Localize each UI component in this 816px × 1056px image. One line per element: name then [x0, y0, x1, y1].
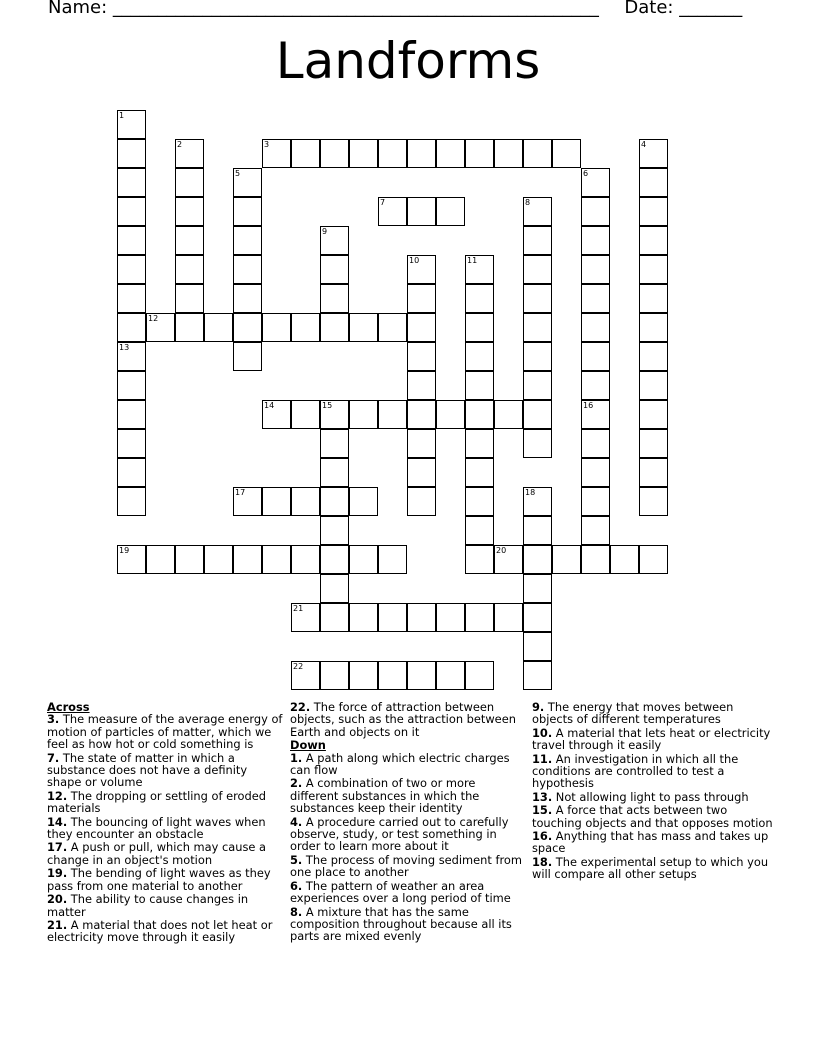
- clue-item: [290, 880, 526, 905]
- crossword-cell[interactable]: [320, 516, 349, 545]
- crossword-cell[interactable]: [581, 516, 610, 545]
- clue-item: [290, 777, 526, 814]
- clues-column-3: [532, 701, 777, 882]
- crossword-cell[interactable]: [117, 429, 146, 458]
- clue-item: [532, 830, 777, 855]
- crossword-cell[interactable]: [320, 313, 349, 342]
- crossword-cell[interactable]: [233, 226, 262, 255]
- crossword-cell[interactable]: [378, 603, 407, 632]
- clue-number: 6: [583, 169, 589, 178]
- clue-number: 2: [177, 140, 183, 149]
- clue-item-text: The state of matter in which a substance does not have a definity shape or volume: [47, 750, 248, 790]
- crossword-cell[interactable]: [581, 313, 610, 342]
- clue-item: [532, 727, 777, 752]
- clue-item-number: 3.: [47, 712, 60, 727]
- crossword-cell[interactable]: [639, 487, 668, 516]
- clue-item-text: A path along which electric charges can flow: [290, 750, 510, 778]
- across-heading: Across: [47, 700, 90, 714]
- clue-item-number: 15.: [532, 803, 553, 818]
- crossword-cell[interactable]: [117, 313, 146, 342]
- clue-item-number: 20.: [47, 892, 68, 907]
- crossword-cell[interactable]: [320, 255, 349, 284]
- crossword-cell[interactable]: [639, 197, 668, 226]
- clue-item-text: The bouncing of light waves when they encounter an obstacle: [47, 814, 266, 842]
- crossword-cell[interactable]: [523, 255, 552, 284]
- clue-item-text: A push or pull, which may cause a change in an object's motion: [47, 840, 266, 867]
- clue-item-number: 21.: [47, 917, 68, 932]
- crossword-cell[interactable]: [291, 313, 320, 342]
- clue-item: [47, 752, 285, 789]
- clue-item-number: 7.: [47, 750, 60, 765]
- clue-item-text: The process of moving sediment from one place to another: [290, 852, 522, 880]
- clue-item: [47, 893, 285, 918]
- crossword-cell[interactable]: [320, 284, 349, 313]
- crossword-cell[interactable]: [407, 139, 436, 168]
- crossword-cell[interactable]: [465, 284, 494, 313]
- clue-number: 3: [264, 140, 270, 149]
- date-line: _______: [679, 0, 743, 18]
- crossword-cell[interactable]: [117, 487, 146, 516]
- clue-item-number: 8.: [290, 904, 303, 919]
- clue-item: [47, 867, 285, 892]
- clue-item: [47, 841, 285, 866]
- clue-item: [532, 856, 777, 881]
- clue-item: [47, 816, 285, 841]
- crossword-cell[interactable]: [117, 284, 146, 313]
- crossword-cell[interactable]: [552, 139, 581, 168]
- crossword-cell[interactable]: [465, 139, 494, 168]
- crossword-cell[interactable]: [581, 226, 610, 255]
- crossword-cell[interactable]: [639, 284, 668, 313]
- crossword-cell[interactable]: [349, 661, 378, 690]
- date-label: Date:: [624, 0, 674, 18]
- clue-number: 19: [119, 546, 130, 555]
- clues-column-2: [290, 701, 526, 944]
- crossword-cell[interactable]: [436, 661, 465, 690]
- crossword-cell[interactable]: [639, 371, 668, 400]
- crossword-cell[interactable]: [233, 284, 262, 313]
- crossword-cell[interactable]: [349, 313, 378, 342]
- crossword-cell[interactable]: [610, 545, 639, 574]
- crossword-cell[interactable]: [639, 168, 668, 197]
- clue-item-number: 18.: [532, 854, 553, 869]
- name-line: ______________________________________________________: [112, 0, 599, 18]
- clue-number: 1: [119, 111, 125, 120]
- crossword-cell[interactable]: [639, 458, 668, 487]
- crossword-cell[interactable]: [523, 313, 552, 342]
- crossword-cell[interactable]: [262, 487, 291, 516]
- crossword-cell[interactable]: [146, 545, 175, 574]
- clue-item-number: 11.: [532, 751, 553, 766]
- crossword-cell[interactable]: [291, 545, 320, 574]
- crossword-cell[interactable]: [320, 603, 349, 632]
- clue-item: [532, 791, 777, 803]
- clue-number: 15: [322, 401, 333, 410]
- crossword-cell[interactable]: [523, 400, 552, 429]
- clue-number: 10: [409, 256, 420, 265]
- clue-item-text: The bending of light waves as they pass from one material to another: [47, 866, 271, 893]
- clue-number: 18: [525, 488, 536, 497]
- crossword-cell[interactable]: [320, 545, 349, 574]
- crossword-cell[interactable]: [349, 400, 378, 429]
- crossword-cell[interactable]: [262, 545, 291, 574]
- clue-item-number: 12.: [47, 788, 68, 803]
- clue-item: [532, 701, 777, 726]
- crossword-cell[interactable]: [175, 313, 204, 342]
- crossword-cell[interactable]: [523, 342, 552, 371]
- crossword-cell[interactable]: [407, 458, 436, 487]
- clue-item-text: A material that lets heat or electricity travel through it easily: [532, 725, 771, 753]
- crossword-cell[interactable]: [378, 400, 407, 429]
- clue-item-number: 9.: [532, 700, 545, 714]
- clue-item: [47, 713, 285, 750]
- crossword-cell[interactable]: [436, 400, 465, 429]
- crossword-cell[interactable]: [523, 516, 552, 545]
- crossword-cell[interactable]: [175, 255, 204, 284]
- crossword-cell[interactable]: [407, 603, 436, 632]
- crossword-cell[interactable]: [465, 400, 494, 429]
- crossword-cell[interactable]: [581, 342, 610, 371]
- crossword-cell[interactable]: [523, 545, 552, 574]
- crossword-cell[interactable]: [494, 603, 523, 632]
- crossword-cell[interactable]: [320, 458, 349, 487]
- crossword-cell[interactable]: [639, 429, 668, 458]
- crossword-cell[interactable]: [378, 313, 407, 342]
- clue-item-number: 1.: [290, 750, 303, 765]
- crossword-cell[interactable]: [523, 429, 552, 458]
- crossword-cell[interactable]: [639, 313, 668, 342]
- crossword-cell[interactable]: [581, 284, 610, 313]
- crossword-cell[interactable]: [233, 197, 262, 226]
- crossword-cell[interactable]: [552, 545, 581, 574]
- crossword-cell[interactable]: [175, 168, 204, 197]
- crossword-cell[interactable]: [465, 313, 494, 342]
- crossword-cell[interactable]: [581, 487, 610, 516]
- clue-item: [290, 816, 526, 853]
- crossword-cell[interactable]: [117, 197, 146, 226]
- clue-item-text: The ability to cause changes in matter: [47, 892, 249, 919]
- clue-number: 16: [583, 401, 594, 410]
- crossword-cell[interactable]: [523, 371, 552, 400]
- name-label: Name:: [48, 0, 108, 18]
- clue-item-number: 14.: [47, 814, 68, 829]
- crossword-cell[interactable]: [320, 574, 349, 603]
- crossword-cell[interactable]: [465, 487, 494, 516]
- crossword-cell[interactable]: [117, 371, 146, 400]
- crossword-cell[interactable]: [581, 429, 610, 458]
- crossword-cell[interactable]: [494, 400, 523, 429]
- crossword-cell[interactable]: [349, 545, 378, 574]
- crossword-cell[interactable]: [233, 545, 262, 574]
- crossword-cell[interactable]: [175, 197, 204, 226]
- crossword-cell[interactable]: [407, 284, 436, 313]
- clue-item-number: 10.: [532, 725, 553, 740]
- clue-item: [290, 701, 526, 738]
- clue-item: [532, 804, 777, 829]
- crossword-cell[interactable]: [465, 371, 494, 400]
- crossword-cell[interactable]: [117, 458, 146, 487]
- clue-item: [290, 906, 526, 943]
- clue-item: [290, 752, 526, 777]
- crossword-cell[interactable]: [117, 139, 146, 168]
- crossword-cell[interactable]: [407, 371, 436, 400]
- crossword-cell[interactable]: [233, 342, 262, 371]
- clue-item-number: 16.: [532, 829, 553, 844]
- clue-item-number: 13.: [532, 789, 553, 804]
- crossword-cell[interactable]: [291, 139, 320, 168]
- crossword-cell[interactable]: [407, 429, 436, 458]
- crossword-cell[interactable]: [320, 661, 349, 690]
- clue-item: [47, 790, 285, 815]
- crossword-cell[interactable]: [523, 226, 552, 255]
- crossword-cell[interactable]: [407, 342, 436, 371]
- crossword-cell[interactable]: [436, 197, 465, 226]
- clue-item: [290, 854, 526, 879]
- crossword-cell[interactable]: [407, 400, 436, 429]
- crossword-cell[interactable]: [581, 197, 610, 226]
- clue-number: 14: [264, 401, 275, 410]
- clue-item-number: 19.: [47, 866, 68, 881]
- clue-number: 8: [525, 198, 531, 207]
- crossword-cell[interactable]: [407, 313, 436, 342]
- crossword-cell[interactable]: [639, 400, 668, 429]
- crossword-cell[interactable]: [262, 313, 291, 342]
- crossword-cell[interactable]: [494, 139, 523, 168]
- clue-number: 4: [641, 140, 647, 149]
- crossword-cell[interactable]: [117, 226, 146, 255]
- crossword-cell[interactable]: [233, 255, 262, 284]
- crossword-cell[interactable]: [639, 545, 668, 574]
- crossword-cell[interactable]: [639, 226, 668, 255]
- clue-number: 22: [293, 662, 304, 671]
- crossword-cell[interactable]: [117, 400, 146, 429]
- crossword-cell[interactable]: [175, 226, 204, 255]
- crossword-cell[interactable]: [639, 342, 668, 371]
- clue-item-number: 22.: [290, 700, 311, 714]
- crossword-cell[interactable]: [465, 603, 494, 632]
- clue-item-text: Not allowing light to pass through: [552, 789, 749, 804]
- clue-item-text: An investigation in which all the conditions are controlled to test a hypothesis: [532, 751, 739, 791]
- crossword-cell[interactable]: [465, 516, 494, 545]
- crossword-cell[interactable]: [291, 487, 320, 516]
- clue-item-number: 4.: [290, 814, 303, 829]
- crossword-cell[interactable]: [465, 429, 494, 458]
- crossword-cell[interactable]: [523, 603, 552, 632]
- crossword-cell[interactable]: [523, 632, 552, 661]
- crossword-cell[interactable]: [175, 545, 204, 574]
- crossword-cell[interactable]: [465, 661, 494, 690]
- clue-item-text: The force of attraction between objects, such as the attraction between Earth and objects on it: [290, 700, 516, 739]
- crossword-cell[interactable]: [378, 139, 407, 168]
- crossword-cell[interactable]: [407, 197, 436, 226]
- clue-item-number: 6.: [290, 878, 303, 893]
- crossword-cell[interactable]: [320, 487, 349, 516]
- clue-item-text: A mixture that has the same composition throughout because all its parts are mixed evenly: [290, 904, 512, 944]
- crossword-cell[interactable]: [175, 284, 204, 313]
- crossword-cell[interactable]: [204, 313, 233, 342]
- crossword-cell[interactable]: [349, 139, 378, 168]
- crossword-cell[interactable]: [639, 255, 668, 284]
- clue-item-text: The pattern of weather an area experiences over a long period of time: [290, 878, 511, 906]
- crossword-cell[interactable]: [523, 574, 552, 603]
- clue-number: 13: [119, 343, 130, 352]
- crossword-cell[interactable]: [349, 603, 378, 632]
- clue-number: 11: [467, 256, 478, 265]
- clue-number: 17: [235, 488, 246, 497]
- crossword-cell[interactable]: [378, 545, 407, 574]
- crossword-cell[interactable]: [407, 487, 436, 516]
- crossword-cell[interactable]: [436, 139, 465, 168]
- clue-number: 7: [380, 198, 386, 207]
- crossword-cell[interactable]: [320, 139, 349, 168]
- page-title: Landforms: [275, 32, 541, 90]
- crossword-cell[interactable]: [581, 458, 610, 487]
- crossword-cell[interactable]: [523, 139, 552, 168]
- clue-item-text: Anything that has mass and takes up space: [532, 829, 769, 856]
- clue-item-text: A combination of two or more different substances in which the substances keep their identity: [290, 776, 480, 816]
- crossword-cell[interactable]: [465, 545, 494, 574]
- clue-item-number: 5.: [290, 852, 303, 867]
- crossword-cell[interactable]: [117, 168, 146, 197]
- crossword-cell[interactable]: [349, 487, 378, 516]
- clue-item-text: The dropping or settling of eroded materials: [47, 788, 266, 816]
- crossword-cell[interactable]: [465, 342, 494, 371]
- crossword-cell[interactable]: [204, 545, 233, 574]
- crossword-cell[interactable]: [407, 661, 436, 690]
- clue-number: 5: [235, 169, 241, 178]
- down-heading: Down: [290, 738, 326, 753]
- crossword-cell[interactable]: [291, 400, 320, 429]
- clue-number: 21: [293, 604, 304, 613]
- clue-number: 9: [322, 227, 328, 236]
- crossword-cell[interactable]: [581, 371, 610, 400]
- clue-number: 20: [496, 546, 507, 555]
- crossword-cell[interactable]: [378, 661, 407, 690]
- clue-item-text: The experimental setup to which you will compare all other setups: [532, 854, 769, 882]
- clue-item: [532, 753, 777, 790]
- clue-item-text: A procedure carried out to carefully observe, study, or test something in order to learn more about it: [290, 814, 509, 854]
- crossword-cell[interactable]: [320, 429, 349, 458]
- crossword-cell[interactable]: [117, 255, 146, 284]
- clue-item-number: 17.: [47, 840, 68, 855]
- clue-number: 12: [148, 314, 159, 323]
- clues-column-1: [47, 701, 285, 945]
- clue-item-text: A force that acts between two touching objects and that opposes motion: [532, 803, 773, 830]
- clue-item-text: The energy that moves between objects of different temperatures: [532, 700, 734, 727]
- crossword-cell[interactable]: [233, 313, 262, 342]
- crossword-cell[interactable]: [581, 545, 610, 574]
- crossword-cell[interactable]: [581, 255, 610, 284]
- crossword-cell[interactable]: [465, 458, 494, 487]
- clue-item-text: The measure of the average energy of motion of particles of matter, which we feel as how hot or cold something is: [47, 712, 283, 752]
- crossword-cell[interactable]: [523, 284, 552, 313]
- clue-item-number: 2.: [290, 776, 303, 791]
- crossword-cell[interactable]: [523, 661, 552, 690]
- clue-item-text: A material that does not let heat or electricity move through it easily: [47, 917, 273, 945]
- clue-item: [47, 919, 285, 944]
- crossword-cell[interactable]: [436, 603, 465, 632]
